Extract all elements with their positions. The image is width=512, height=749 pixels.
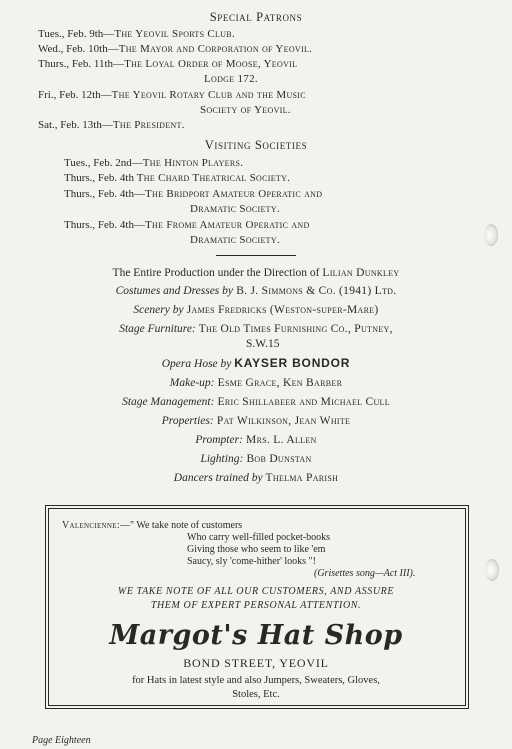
shop-address: BOND STREET, YEOVIL	[183, 656, 329, 670]
stage-management-credit	[0, 395, 512, 410]
entry-date: Thurs., Feb. 11th—	[38, 58, 125, 70]
entry-organisation: The Chard Theatrical Society.	[136, 172, 291, 184]
patron-entry	[38, 118, 185, 132]
dancers-credit	[0, 471, 512, 486]
advert-lyric-line: Giving those who seem to like 'em	[187, 544, 326, 555]
scenery-credit	[0, 303, 512, 318]
patron-entry	[38, 88, 306, 102]
direction-text: The Entire Production under the Direction of	[112, 267, 323, 279]
furniture-postcode: S.W.15	[246, 338, 280, 350]
lighting-credit	[0, 452, 512, 467]
entry-continuation: Dramatic Society.	[190, 203, 280, 215]
patron-entry	[38, 57, 297, 71]
entry-organisation: The Mayor and Corporation of Yeovil.	[118, 43, 313, 55]
society-entry	[64, 218, 310, 232]
advert-promise-line: WE TAKE NOTE OF ALL OUR CUSTOMERS, AND ASSURE	[117, 586, 395, 597]
costumes-credit	[0, 284, 512, 299]
entry-organisation: The Bridport Amateur Operatic and	[144, 188, 323, 200]
lyric-text: —" We take note of customers	[119, 520, 243, 531]
entry-organisation: The Hinton Players.	[142, 157, 244, 169]
entry-organisation: The Yeovil Sports Club.	[114, 28, 235, 40]
hose-brand: KAYSER BONDOR	[234, 356, 351, 370]
costumes-value: B. J. Simmons & Co. (1941) Ltd.	[233, 285, 397, 297]
properties-value: Pat Wilkinson, Jean White	[213, 415, 351, 427]
entry-date: Thurs., Feb. 4th—	[64, 188, 145, 200]
stage-management-label: Stage Management:	[122, 396, 215, 408]
lyric-attribution: (Grisettes song—Act III).	[314, 568, 416, 579]
prompter-label: Prompter:	[195, 434, 243, 446]
entry-continuation: Dramatic Society.	[190, 234, 280, 246]
lighting-value: Bob Dunstan	[243, 453, 312, 465]
properties-label: Properties:	[161, 415, 214, 427]
prompter-credit	[0, 433, 512, 448]
entry-date: Tues., Feb. 9th—	[38, 28, 115, 40]
entry-date: Sat., Feb. 13th—	[38, 119, 113, 131]
entry-continuation: Lodge 172.	[204, 73, 258, 85]
patron-entry	[38, 42, 312, 56]
page-number: Page Eighteen	[32, 735, 91, 746]
dancers-value: Thelma Parish	[262, 472, 339, 484]
entry-organisation: The Loyal Order of Moose, Yeovil	[124, 58, 298, 70]
furniture-label: Stage Furniture:	[119, 323, 196, 335]
entry-date: Thurs., Feb. 4th—	[64, 219, 145, 231]
properties-credit	[0, 414, 512, 429]
patron-entry	[38, 27, 235, 41]
makeup-value: Esme Grace, Ken Barber	[214, 377, 343, 389]
punch-hole-icon	[485, 559, 499, 581]
makeup-label: Make-up:	[169, 377, 215, 389]
visiting-societies-heading: Visiting Societies	[204, 138, 308, 152]
entry-organisation: The Yeovil Rotary Club and the Music	[111, 89, 306, 101]
furniture-credit	[0, 322, 512, 337]
shop-goods-line: for Hats in latest style and also Jumpers, Sweaters, Gloves,	[132, 675, 380, 686]
makeup-credit	[0, 376, 512, 391]
dancers-label: Dancers trained by	[173, 472, 263, 484]
entry-organisation: The President.	[112, 119, 185, 131]
advert-lyric-line: Who carry well-filled pocket-books	[187, 532, 331, 543]
shop-goods-line: Stoles, Etc.	[232, 689, 280, 700]
entry-date: Wed., Feb. 10th—	[38, 43, 119, 55]
section-divider	[216, 255, 296, 256]
direction-credit	[0, 266, 512, 281]
society-entry	[64, 156, 243, 170]
entry-organisation: The Frome Amateur Operatic and	[144, 219, 310, 231]
scenery-value: James Fredricks (Weston-super-Mare)	[183, 304, 379, 316]
hose-credit	[0, 356, 512, 372]
advert-promise-line: THEM OF EXPERT PERSONAL ATTENTION.	[150, 600, 362, 611]
punch-hole-icon	[484, 224, 498, 246]
lighting-label: Lighting:	[200, 453, 244, 465]
society-entry	[64, 171, 290, 185]
prompter-value: Mrs. L. Allen	[242, 434, 317, 446]
advert-lyric-line	[62, 520, 242, 532]
stage-management-value: Eric Shillabeer and Michael Cull	[214, 396, 390, 408]
shop-name-logo: Margot's Hat Shop	[109, 620, 403, 651]
director-name: Lilian Dunkley	[322, 267, 400, 279]
costumes-label: Costumes and Dresses by	[115, 285, 234, 297]
furniture-value: The Old Times Furnishing Co., Putney,	[195, 323, 393, 335]
scenery-label: Scenery by	[133, 304, 184, 316]
lyric-speaker: Valencienne:	[62, 520, 120, 531]
society-entry	[64, 187, 322, 201]
special-patrons-heading: Special Patrons	[209, 10, 303, 24]
entry-continuation: Society of Yeovil.	[200, 104, 291, 116]
advert-lyric-line: Saucy, sly 'come-hither' looks "!	[187, 556, 316, 567]
entry-date: Fri., Feb. 12th—	[38, 89, 112, 101]
entry-date: Tues., Feb. 2nd—	[64, 157, 143, 169]
entry-date: Thurs., Feb. 4th	[64, 172, 137, 184]
hose-label: Opera Hose by	[161, 358, 235, 370]
